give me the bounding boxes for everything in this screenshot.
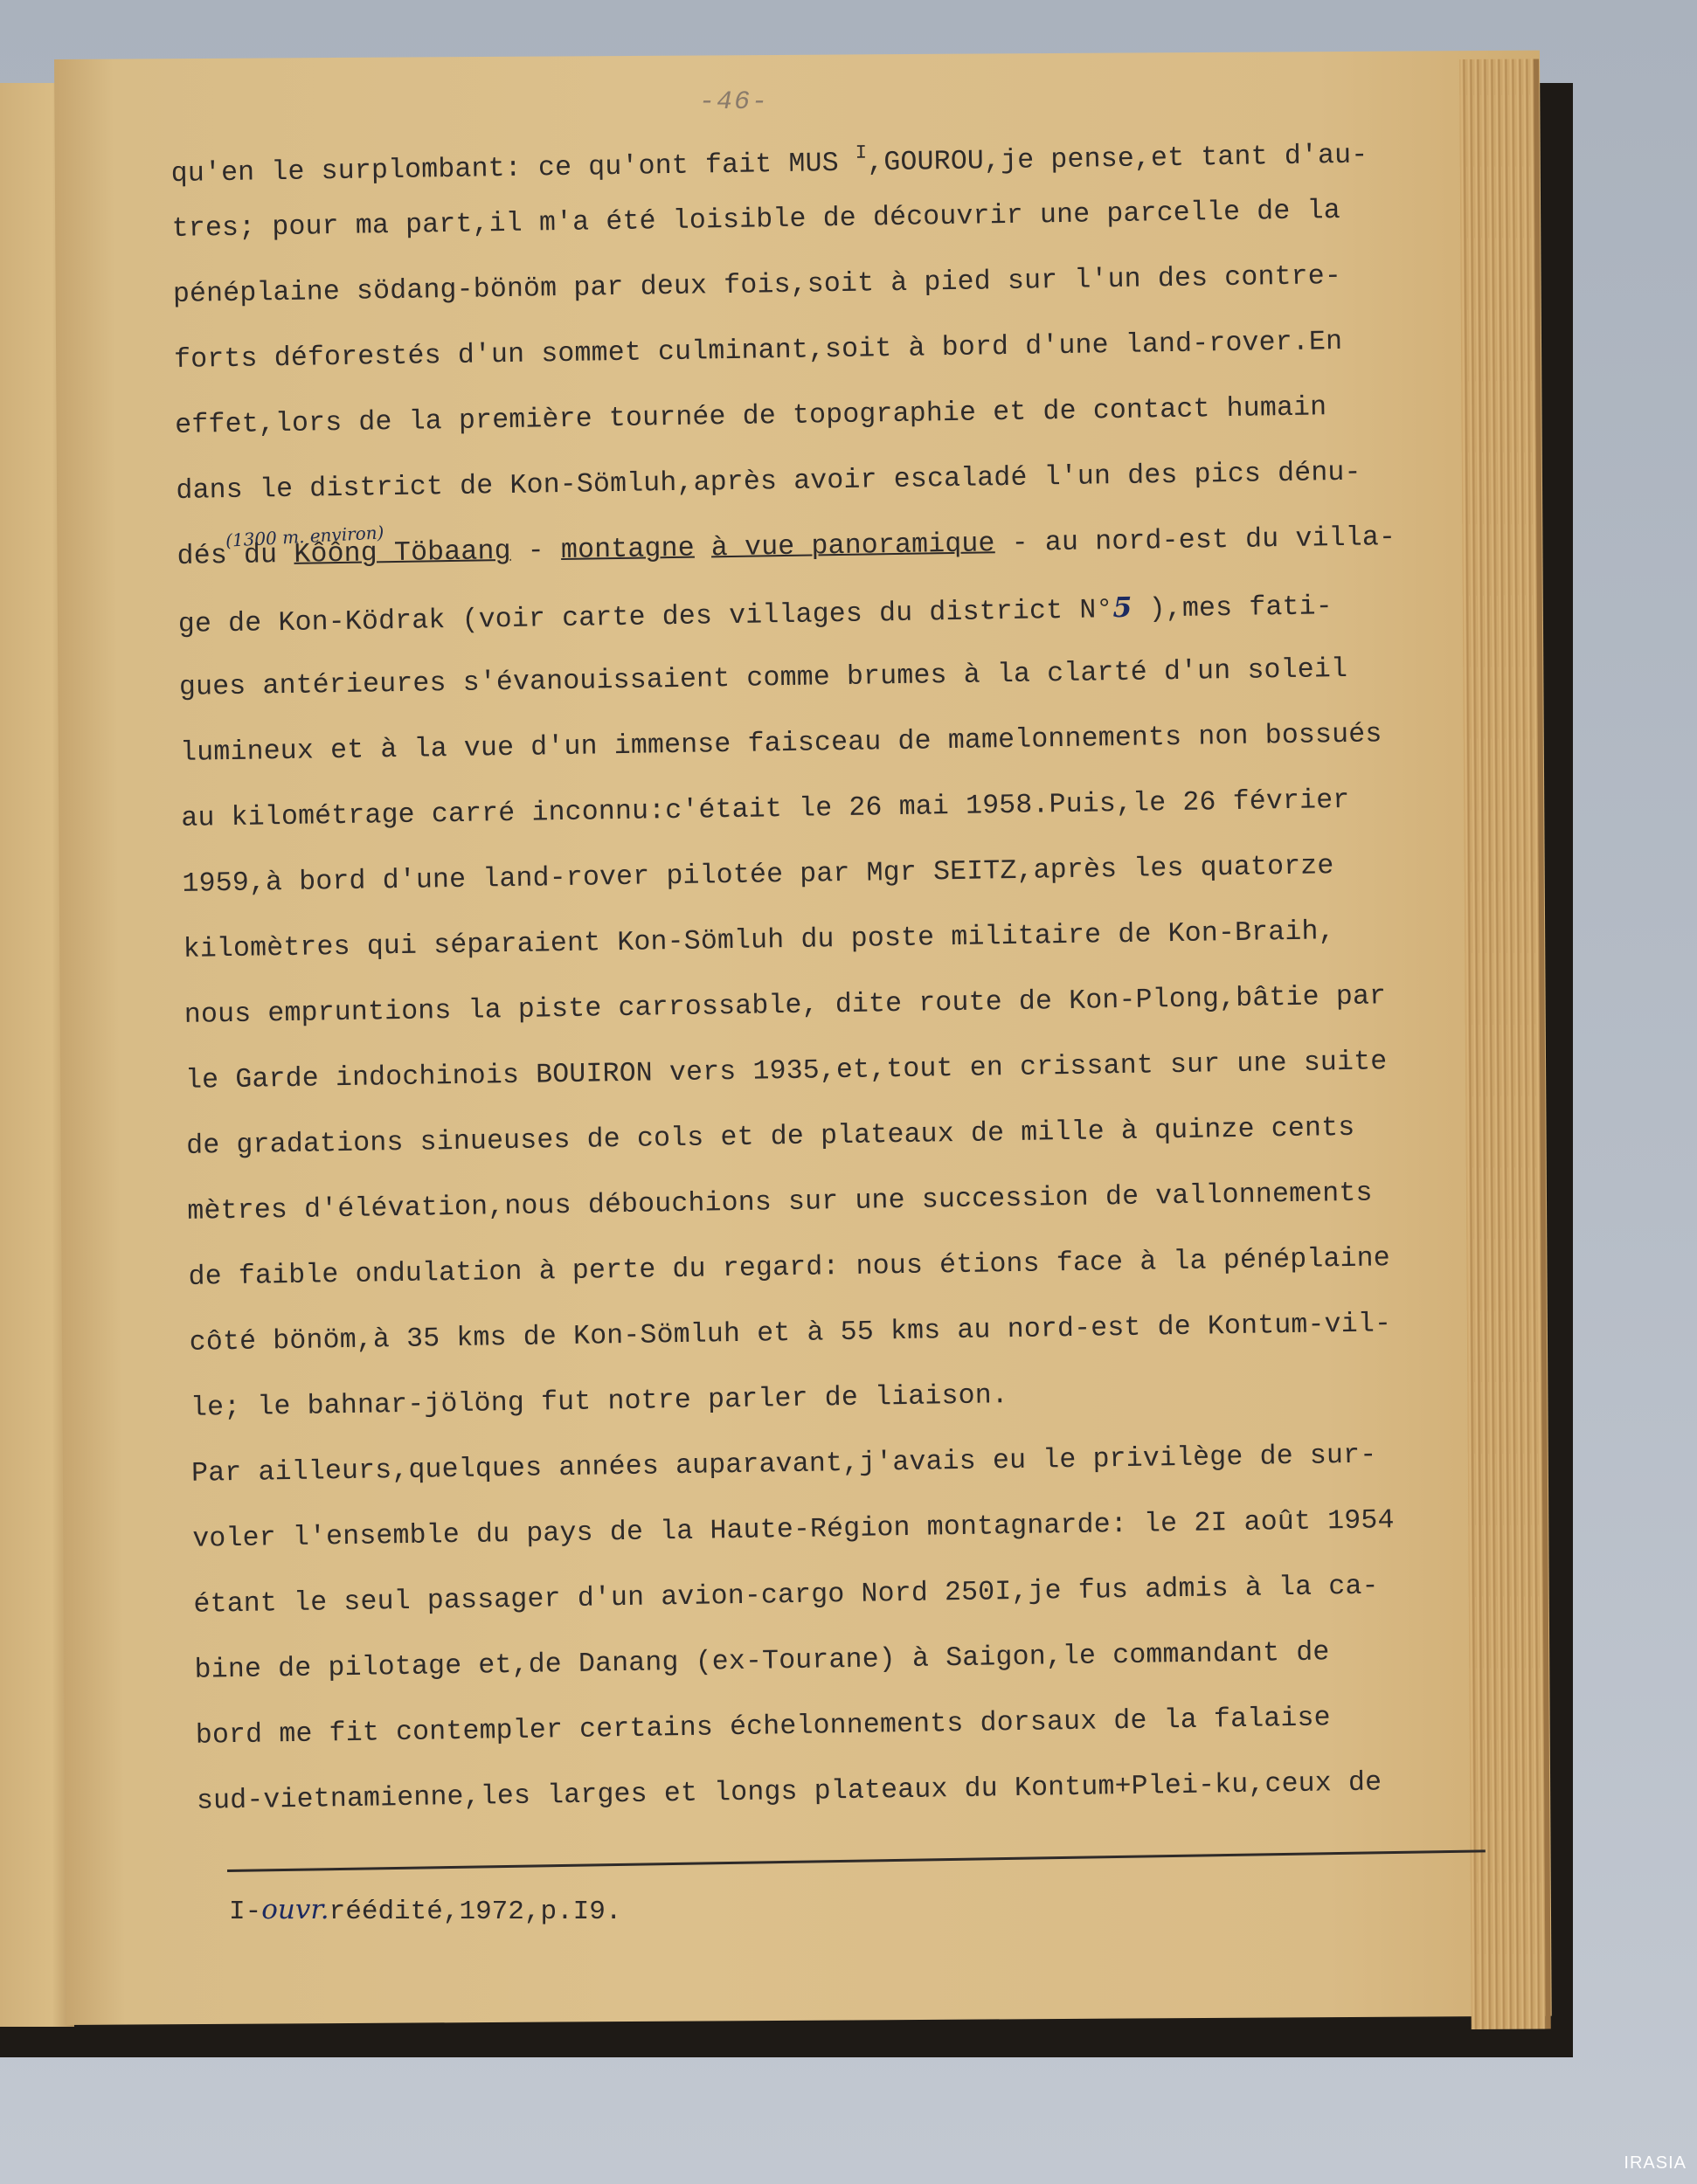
text-line: sud-vietnamienne,les larges et longs plateaux du Kontum+Plei-ku,ceux de xyxy=(196,1767,1382,1817)
text-line: tres; pour ma part,il m'a été loisible de découvrir une parcelle de la xyxy=(171,195,1341,245)
page-number: -46- xyxy=(699,87,770,117)
handwritten-footnote-word: ouvr. xyxy=(261,1894,329,1925)
footnote-marker: I xyxy=(855,142,868,164)
footnote: I-ouvr.réédité,1972,p.I9. xyxy=(229,1894,622,1927)
text-line: Par ailleurs,quelques années auparavant,j'avais eu le privilège de sur- xyxy=(190,1440,1377,1489)
handwritten-number: 5 xyxy=(1112,591,1132,625)
text-line: le; le bahnar-jölöng fut notre parler de liaison. xyxy=(190,1380,1009,1424)
text-line: dans le district de Kon-Sömluh,après avoir escaladé l'un des pics dénu- xyxy=(176,457,1361,507)
text-line: pénéplaine södang-bönöm par deux fois,soit à pied sur l'un des contre- xyxy=(172,260,1342,310)
text-line: le Garde indochinois BOUIRON vers 1935,et,tout en crissant sur une suite xyxy=(184,1047,1388,1096)
text-line: gues antérieures s'évanouissaient comme brumes à la clarté d'un soleil xyxy=(178,653,1348,703)
text-line: bine de pilotage et,de Danang (ex-Tourane) à Saigon,le commandant de xyxy=(194,1637,1330,1686)
underlined-term: montagne xyxy=(560,533,696,567)
text-line: mètres d'élévation,nous débouchions sur une succession de vallonnements xyxy=(187,1178,1373,1227)
watermark-logo: IRASIA xyxy=(1624,2153,1687,2173)
text-line: bord me fit contempler certains échelonnements dorsaux de la falaise xyxy=(195,1703,1331,1752)
text-line: de gradations sinueuses de cols et de plateaux de mille à quinze cents xyxy=(185,1112,1355,1162)
text-line: côté bönöm,à 35 kms de Kon-Sömluh et à 55 kms au nord-est de Kontum-vil- xyxy=(189,1309,1392,1358)
text-line: forts déforestés d'un sommet culminant,soit à bord d'une land-rover.En xyxy=(173,326,1343,376)
text-line: kilomètres qui séparaient Kon-Sömluh du poste militaire de Kon-Braih, xyxy=(183,916,1335,965)
text-line: au kilométrage carré inconnu:c'était le 26 mai 1958.Puis,le 26 février xyxy=(181,784,1350,834)
text-line: effet,lors de la première tournée de topographie et de contact humain xyxy=(175,392,1327,441)
text-line: qu'en le surplombant: ce qu'ont fait MUS $^I$,GOUROU,je pense,et tant d'au- xyxy=(170,140,1368,190)
text-line: ge de Kon-Ködrak (voir carte des villages du district N°5 ),mes fati- xyxy=(177,591,1333,640)
text-line: dés du Kôông Töbaang - montagne à vue panoramique - au nord-est du villa- xyxy=(177,522,1396,572)
text-line: de faible ondulation à perte du regard: nous étions face à la pénéplaine xyxy=(188,1243,1391,1293)
text-line: voler l'ensemble du pays de la Haute-Région montagnarde: le 2I août 1954 xyxy=(192,1505,1395,1555)
text-line: nous empruntions la piste carrossable, dite route de Kon-Plong,bâtie par xyxy=(184,981,1387,1031)
text-line: étant le seul passager d'un avion-cargo Nord 250I,je fus admis à la ca- xyxy=(193,1571,1379,1621)
typewritten-body xyxy=(170,110,1525,1835)
handwritten-margin-annotation: (1300 m. environ) xyxy=(225,522,384,551)
underlined-term: Kôông Töbaang xyxy=(294,536,511,570)
text-line: lumineux et à la vue d'un immense faisceau de mamelonnements non bossués xyxy=(179,719,1382,769)
text-line: 1959,à bord d'une land-rover pilotée par Mgr SEITZ,après les quatorze xyxy=(182,851,1334,900)
underlined-term: à vue panoramique xyxy=(710,529,995,564)
